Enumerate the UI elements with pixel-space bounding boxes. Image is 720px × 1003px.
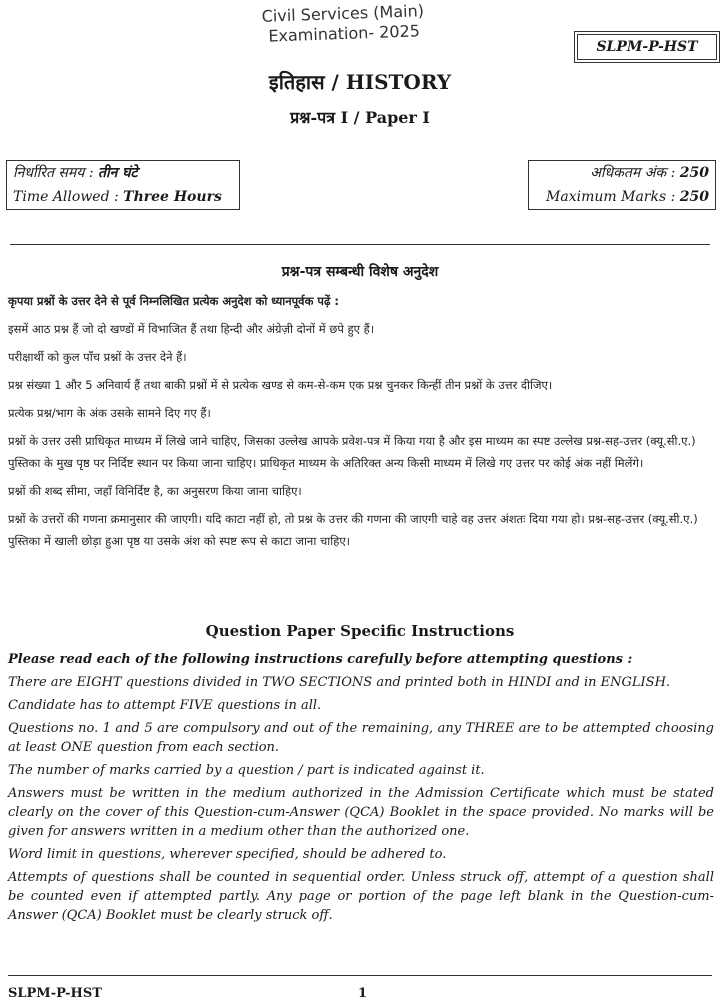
hindi-item: इसमें आठ प्रश्न हैं जो दो खण्डों में विभाजित हैं तथा हिन्दी और अंग्रेज़ी दोनों में छपे हुए हैं। bbox=[8, 322, 375, 336]
time-hindi-label: निर्धारित समय : bbox=[13, 165, 98, 181]
english-item: Questions no. 1 and 5 are compulsory and out of the remaining, any THREE are to be attempted choosing at least ONE question from each section. bbox=[8, 721, 714, 755]
time-english-label: Time Allowed : bbox=[13, 189, 124, 205]
english-item: Answers must be written in the medium authorized in the Admission Certificate which must be stated clearly on the cover of this Question-cum-Answer (QCA) Booklet in the space provided. No marks will be given for answers written in a medium other than the authorized one. bbox=[8, 786, 714, 839]
exam-title-line1: Civil Services (Main) bbox=[261, 1, 425, 26]
marks-hindi-label: अधिकतम अंक : bbox=[590, 165, 680, 181]
hindi-item: प्रत्येक प्रश्न/भाग के अंक उसके सामने दिए गए हैं। bbox=[8, 406, 211, 420]
marks-english-value: 250 bbox=[679, 189, 709, 205]
maximum-marks-box bbox=[528, 160, 716, 210]
english-item: Attempts of questions shall be counted in sequential order. Unless struck off, attempt of a question shall be counted even if attempted partly. Any page or portion of the page left blank in the Question-cum-Answer (QCA) Booklet must be clearly struck off. bbox=[8, 870, 714, 923]
footer-paper-code: SLPM-P-HST bbox=[8, 986, 102, 1001]
marks-hindi-value: 250 bbox=[679, 165, 709, 181]
english-instructions bbox=[8, 650, 714, 925]
subject-title: इतिहास / HISTORY bbox=[268, 70, 452, 94]
time-english-row bbox=[7, 185, 239, 209]
hindi-instructions bbox=[8, 290, 714, 552]
marks-english-row bbox=[529, 185, 715, 209]
time-allowed-box bbox=[6, 160, 240, 210]
hindi-intro: कृपया प्रश्नों के उत्तर देने से पूर्व निम्नलिखित प्रत्येक अनुदेश को ध्यानपूर्वक पढ़ें : bbox=[8, 294, 340, 308]
time-hindi-value: तीन घंटे bbox=[98, 165, 138, 181]
english-item: There are EIGHT questions divided in TWO SECTIONS and printed both in HINDI and in ENGLISH. bbox=[8, 675, 671, 690]
hindi-item: प्रश्नों के उत्तरों की गणना क्रमानुसार की जाएगी। यदि काटा नहीं हो, तो प्रश्न के उत्तर की गणना की जाएगी चाहे वह उत्तर अंशतः दिया गया हो। प्रश्न-सह-उत्तर (क्यू.सी.ए.) पुस्तिका में खाली छोड़ा हुआ पृष्ठ या उसके अंश को स्पष्ट रूप से काटा जाना चाहिए। bbox=[8, 512, 698, 548]
paper-code-box: SLPM-P-HST bbox=[577, 34, 717, 60]
hindi-item: प्रश्नों के उत्तर उसी प्राधिकृत माध्यम में लिखे जाने चाहिए, जिसका उल्लेख आपके प्रवेश-पत्र में किया गया है और इस माध्यम का स्पष्ट उल्लेख प्रश्न-सह-उत्तर (क्यू.सी.ए.) पुस्तिका के मुख पृष्ठ पर निर्दिष्ट स्थान पर किया जाना चाहिए। प्राधिकृत माध्यम के अतिरिक्त अन्य किसी माध्यम में लिखे गए उत्तर पर कोई अंक नहीं मिलेंगे। bbox=[8, 434, 696, 470]
bottom-divider bbox=[8, 975, 712, 976]
hindi-item: प्रश्न संख्या 1 और 5 अनिवार्य हैं तथा बाकी प्रश्नों में से प्रत्येक खण्ड से कम-से-कम एक प्रश्न चुनकर किन्हीं तीन प्रश्नों के उत्तर दीजिए। bbox=[8, 378, 553, 392]
time-english-value: Three Hours bbox=[123, 189, 222, 205]
english-item: Word limit in questions, wherever specified, should be adhered to. bbox=[8, 847, 447, 862]
top-divider bbox=[10, 244, 710, 245]
english-item: The number of marks carried by a question / part is indicated against it. bbox=[8, 763, 485, 778]
exam-title bbox=[261, 1, 425, 47]
marks-hindi-row bbox=[529, 161, 715, 185]
paper-title: प्रश्न-पत्र I / Paper I bbox=[290, 108, 430, 127]
english-item: Candidate has to attempt FIVE questions in all. bbox=[8, 698, 322, 713]
hindi-item: प्रश्नों की शब्द सीमा, जहाँ विनिर्दिष्ट है, का अनुसरण किया जाना चाहिए। bbox=[8, 484, 302, 498]
hindi-item: परीक्षार्थी को कुल पाँच प्रश्नों के उत्तर देने हैं। bbox=[8, 350, 187, 364]
english-intro: Please read each of the following instructions carefully before attempting questions : bbox=[8, 652, 633, 667]
page-number: 1 bbox=[358, 986, 368, 1001]
marks-english-label: Maximum Marks : bbox=[546, 189, 680, 205]
time-hindi-row bbox=[7, 161, 239, 185]
exam-title-line2: Examination- 2025 bbox=[268, 21, 421, 46]
english-instructions-heading: Question Paper Specific Instructions bbox=[205, 622, 515, 640]
hindi-instructions-heading: प्रश्न-पत्र सम्बन्धी विशेष अनुदेश bbox=[281, 264, 439, 280]
